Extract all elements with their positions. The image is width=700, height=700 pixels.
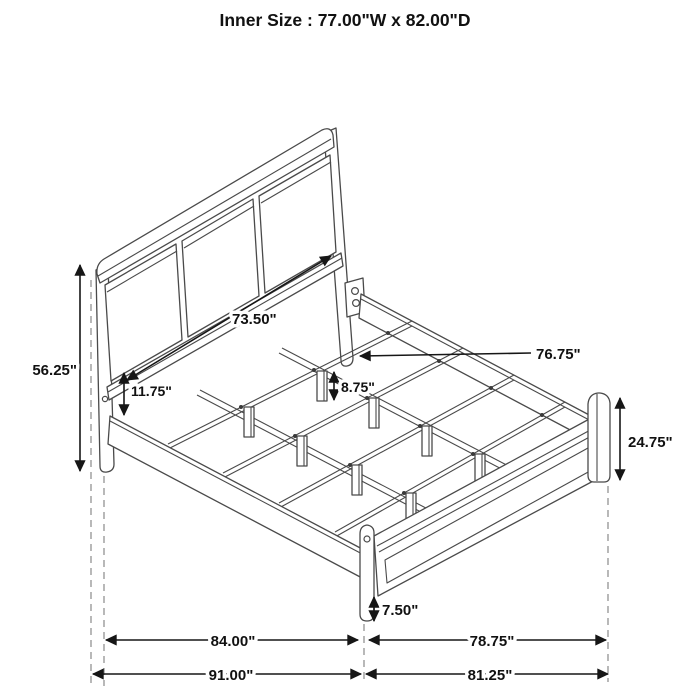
slat-leg: [352, 426, 432, 495]
right-side-rail: [359, 294, 593, 441]
diagram-title: Inner Size : 77.00"W x 82.00"D: [219, 10, 471, 30]
dim-label-leg-height: 8.75": [341, 379, 375, 395]
dim-label-footboard-clearance: 7.50": [382, 602, 419, 619]
left-side-rail: [108, 416, 366, 579]
dim-label-foot-inner-width: 78.75": [469, 633, 515, 650]
dim-label-headboard-height: 56.25": [32, 362, 77, 379]
dim-label-frame-gap: 11.75": [131, 383, 172, 399]
footboard-right-post: [588, 393, 610, 482]
dim-label-inner-length: 84.00": [210, 633, 256, 650]
headboard-left-leg-hole: [102, 396, 107, 401]
headboard-panels: [105, 155, 336, 381]
dim-label-slat-length: 76.75": [536, 346, 581, 363]
bed-drawing: [96, 128, 610, 621]
dim-label-foot-overall-width: 81.25": [467, 667, 513, 684]
dim-label-overall-length: 91.00": [208, 667, 254, 684]
dim-label-footboard-height: 24.75": [628, 434, 673, 451]
dim-label-headboard-width: 73.50": [232, 311, 277, 328]
